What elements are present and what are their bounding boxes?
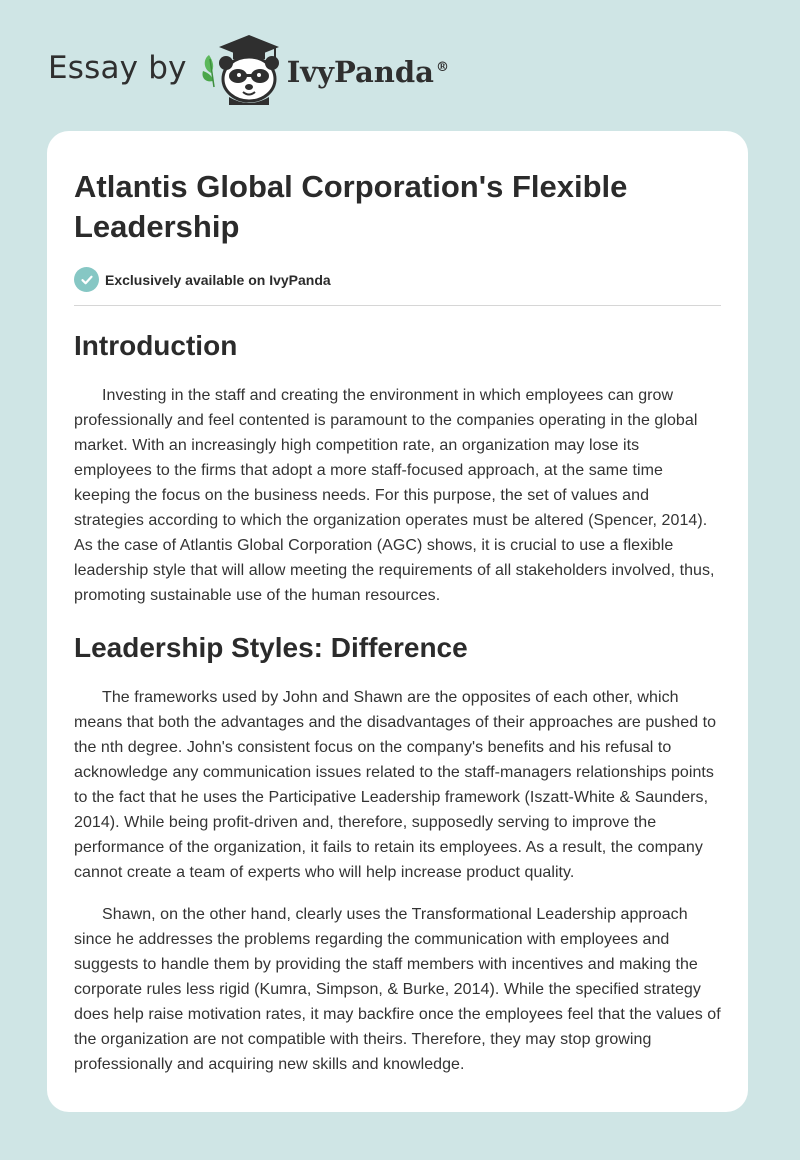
paragraph: The frameworks used by John and Shawn are the opposites of each other, which means that both the advantages and the disadvantages of their approaches are pushed to the nth degree. John's consistent focus on the company's benefits and his refusal to acknowledge any communication issues related to the staff-managers relationships points to the fact that he uses the Participative Leadership framework (Iszatt-White & Saunders, 2014). While being profit-driven and, therefore, supposedly serving to improve the performance of the organization, it fails to retain its employees. As a result, the company cannot create a team of experts who will help increase product quality. [74, 689, 717, 881]
brand-name: IvyPanda ® [286, 55, 449, 89]
exclusive-badge [74, 267, 721, 292]
section-heading-leadership-styles: Leadership Styles: Difference [74, 632, 468, 663]
registered-mark: ® [435, 60, 449, 76]
paragraph: Investing in the staff and creating the environment in which employees can grow professionally and feel contented is paramount to the companies operating in the global market. With an increasingly high competition rate, an organization may lose its employees to the firms that adopt a more staff-focused approach, at the same time keeping the focus on the business needs. For this purpose, the set of values and strategies according to which the organization operates must be altered (Spencer, 2014). As the case of Atlantis Global Corporation (AGC) shows, it is crucial to use a flexible leadership style that will allow meeting the requirements of all stakeholders involved, thus, promoting sustainable use of the human resources. [74, 387, 715, 604]
site-header [48, 30, 449, 110]
article-title: Atlantis Global Corporation's Flexible Leadership [74, 169, 628, 244]
ivypanda-logo-link[interactable] [201, 29, 449, 112]
divider [74, 305, 721, 306]
brand-prefix: Essay by [48, 50, 187, 86]
check-circle-icon [74, 267, 99, 292]
panda-logo-icon [201, 29, 283, 112]
article-card [47, 131, 748, 1112]
section-heading-introduction: Introduction [74, 330, 238, 361]
paragraph: Shawn, on the other hand, clearly uses the Transformational Leadership approach since he addresses the problems regarding the communication with employees and suggests to handle them by providing the staff members with incentives and making the corporate rules less rigid (Kumra, Simpson, & Burke, 2014). While the specified strategy does help raise motivation rates, it may backfire once the employees feel that the values of the organization are not compatible with theirs. Therefore, they may stop growing professionally and acquiring new skills and knowledge. [74, 906, 721, 1073]
badge-text: Exclusively available on IvyPanda [105, 271, 331, 288]
